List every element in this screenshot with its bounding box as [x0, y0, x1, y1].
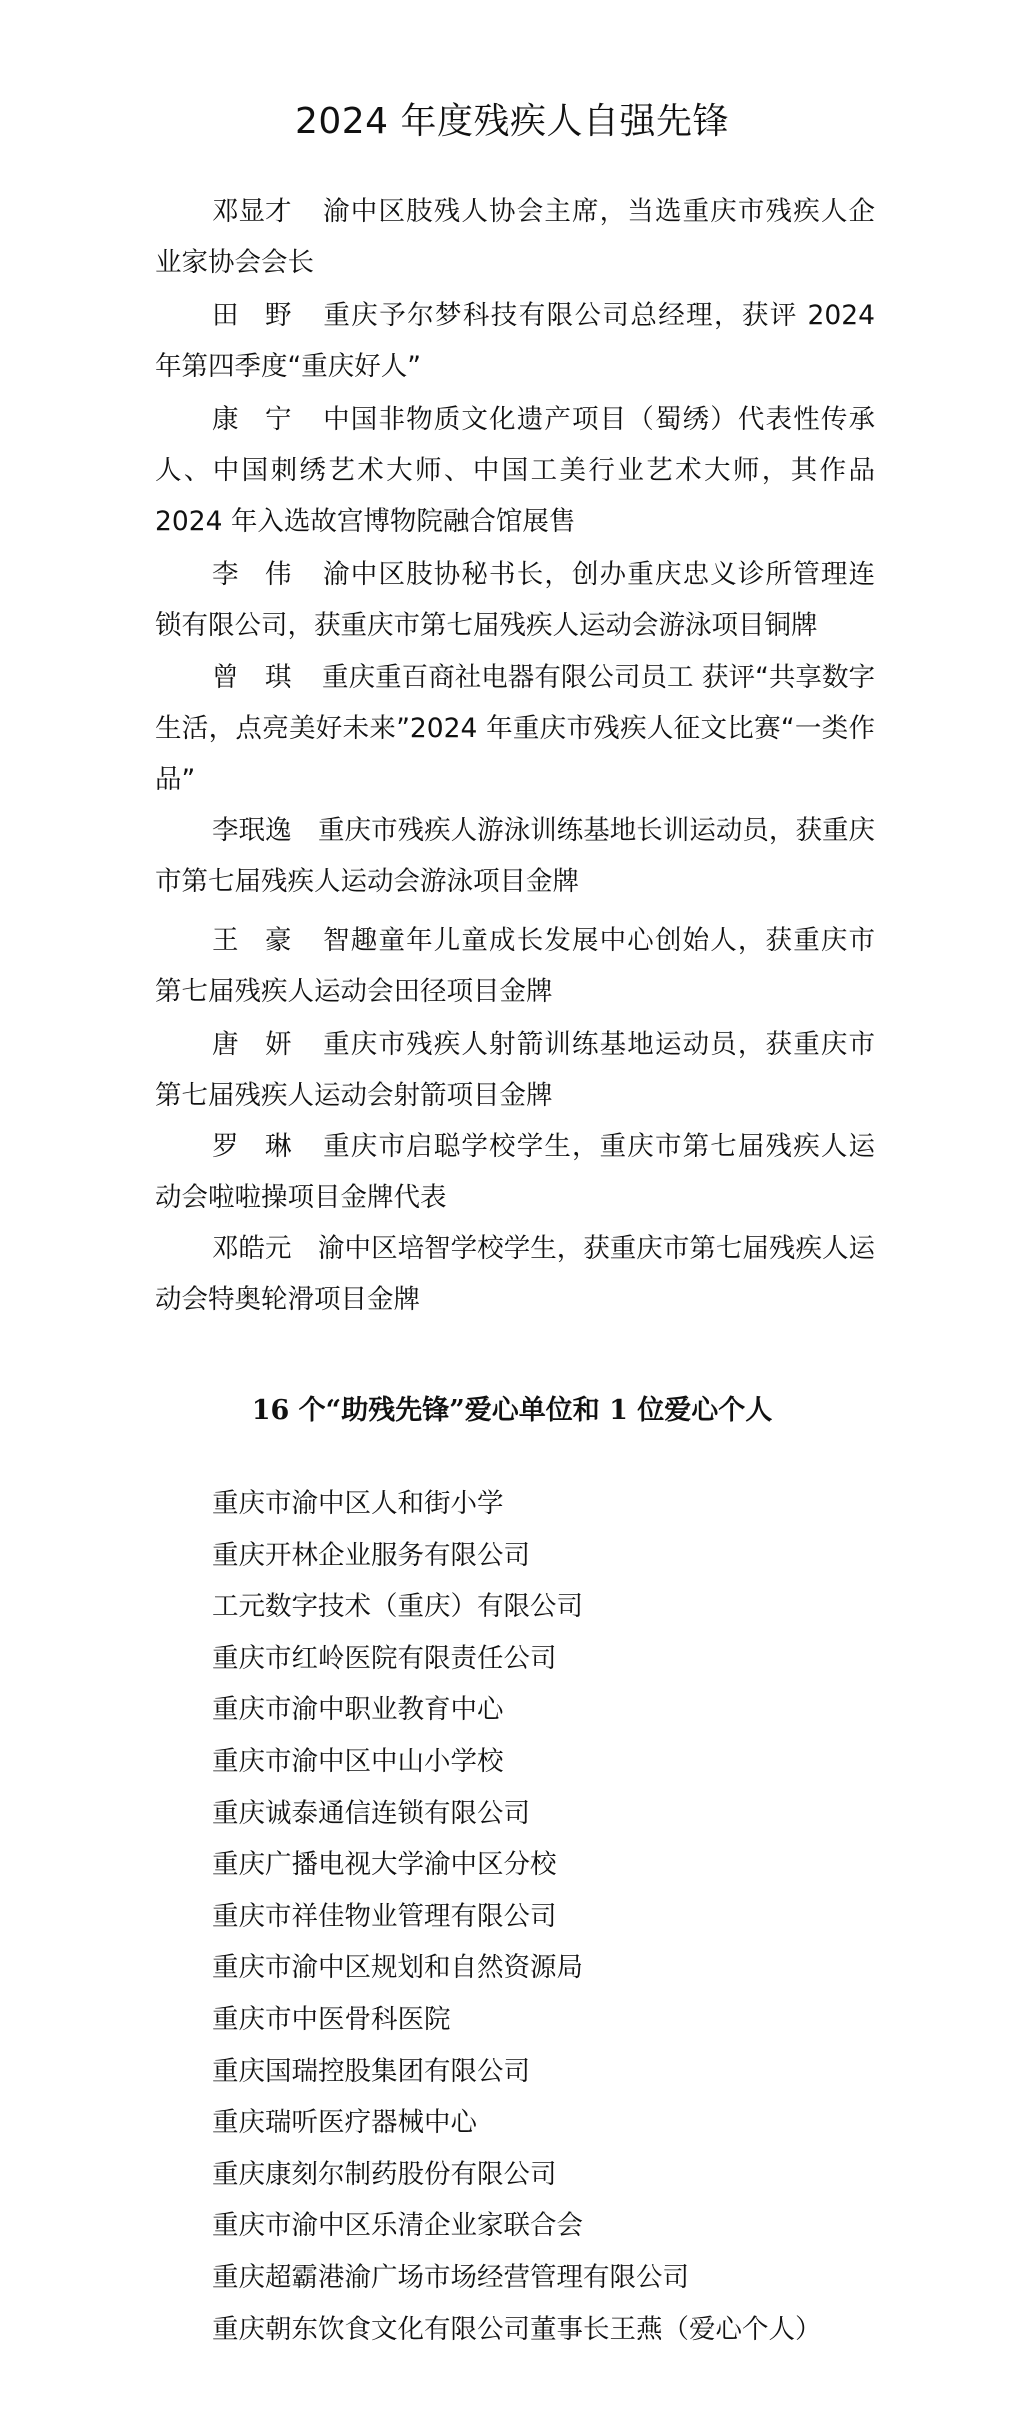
person-description: 重庆市启聪学校学生，重庆市第七届残疾人运动会啦啦操项目金牌代表	[155, 1131, 875, 1213]
organization-item: 重庆市渝中区乐清企业家联合会	[212, 2210, 583, 2242]
organization-item: 重庆朝东饮食文化有限公司董事长王燕（爱心个人）	[212, 2313, 822, 2345]
organization-item: 重庆国瑞控股集团有限公司	[212, 2055, 530, 2087]
organization-item: 重庆市祥佳物业管理有限公司	[212, 1900, 557, 1932]
organization-item: 重庆市渝中区中山小学校	[212, 1745, 504, 1777]
organization-item: 工元数字技术（重庆）有限公司	[212, 1591, 583, 1623]
organization-item: 重庆市中医骨科医院	[212, 2003, 451, 2035]
person-description: 重庆市残疾人射箭训练基地运动员，获重庆市第七届残疾人运动会射箭项目金牌	[155, 1029, 875, 1111]
organization-item: 重庆市渝中区规划和自然资源局	[212, 1952, 583, 1984]
person-name: 邓显才	[212, 196, 292, 227]
person-description: 中国非物质文化遗产项目（蜀绣）代表性传承人、中国刺绣艺术大师、中国工美行业艺术大师，其作品 2024 年入选故宫博物院融合馆展售	[155, 404, 875, 537]
person-name: 田 野	[212, 300, 292, 331]
person-entry	[155, 1223, 875, 1325]
organization-item: 重庆瑞听医疗器械中心	[212, 2107, 477, 2139]
person-entry	[155, 805, 875, 907]
person-name: 曾 琪	[212, 662, 292, 693]
person-name: 王 豪	[212, 925, 292, 956]
person-entry	[155, 186, 875, 288]
person-name: 唐 妍	[212, 1029, 292, 1060]
organization-item: 重庆市渝中职业教育中心	[212, 1694, 504, 1726]
organization-item: 重庆诚泰通信连锁有限公司	[212, 1797, 530, 1829]
organization-item: 重庆广播电视大学渝中区分校	[212, 1849, 557, 1881]
organization-item: 重庆超霸港渝广场市场经营管理有限公司	[212, 2261, 689, 2293]
person-description: 渝中区培智学校学生，获重庆市第七届残疾人运动会特奥轮滑项目金牌	[155, 1233, 875, 1315]
person-name: 康 宁	[212, 404, 292, 435]
person-description: 重庆予尔梦科技有限公司总经理，获评 2024 年第四季度“重庆好人”	[155, 300, 875, 382]
person-entry	[155, 652, 875, 805]
person-description: 渝中区肢协秘书长，创办重庆忠义诊所管理连锁有限公司，获重庆市第七届残疾人运动会游泳项目铜牌	[155, 559, 875, 641]
organization-item: 重庆开林企业服务有限公司	[212, 1539, 530, 1571]
organization-list	[212, 1478, 972, 2355]
person-description: 渝中区肢残人协会主席，当选重庆市残疾人企业家协会会长	[155, 196, 875, 278]
organization-item: 重庆康刻尔制药股份有限公司	[212, 2158, 557, 2190]
person-description: 智趣童年儿童成长发展中心创始人，获重庆市第七届残疾人运动会田径项目金牌	[155, 925, 875, 1007]
organization-item: 重庆市红岭医院有限责任公司	[212, 1642, 557, 1674]
person-entry	[155, 1121, 875, 1223]
person-entry	[155, 549, 875, 651]
person-name: 李 伟	[212, 559, 292, 590]
person-entry	[155, 915, 875, 1017]
organization-item: 重庆市渝中区人和街小学	[212, 1488, 504, 1519]
section-title: 16 个“助残先锋”爱心单位和 1 位爱心个人	[251, 1395, 773, 1426]
person-description: 重庆重百商社电器有限公司员工 获评“共享数字生活，点亮美好未来”2024 年重庆市残疾人征文比赛“一类作品”	[155, 662, 875, 795]
person-name: 邓皓元	[212, 1233, 292, 1264]
document-title: 2024 年度残疾人自强先锋	[294, 101, 730, 142]
person-name: 李珉逸	[212, 815, 292, 846]
person-name: 罗 琳	[212, 1131, 292, 1162]
person-entry	[155, 394, 875, 547]
person-entry	[155, 290, 875, 392]
person-entry	[155, 1019, 875, 1121]
person-description: 重庆市残疾人游泳训练基地长训运动员，获重庆市第七届残疾人运动会游泳项目金牌	[155, 815, 875, 897]
